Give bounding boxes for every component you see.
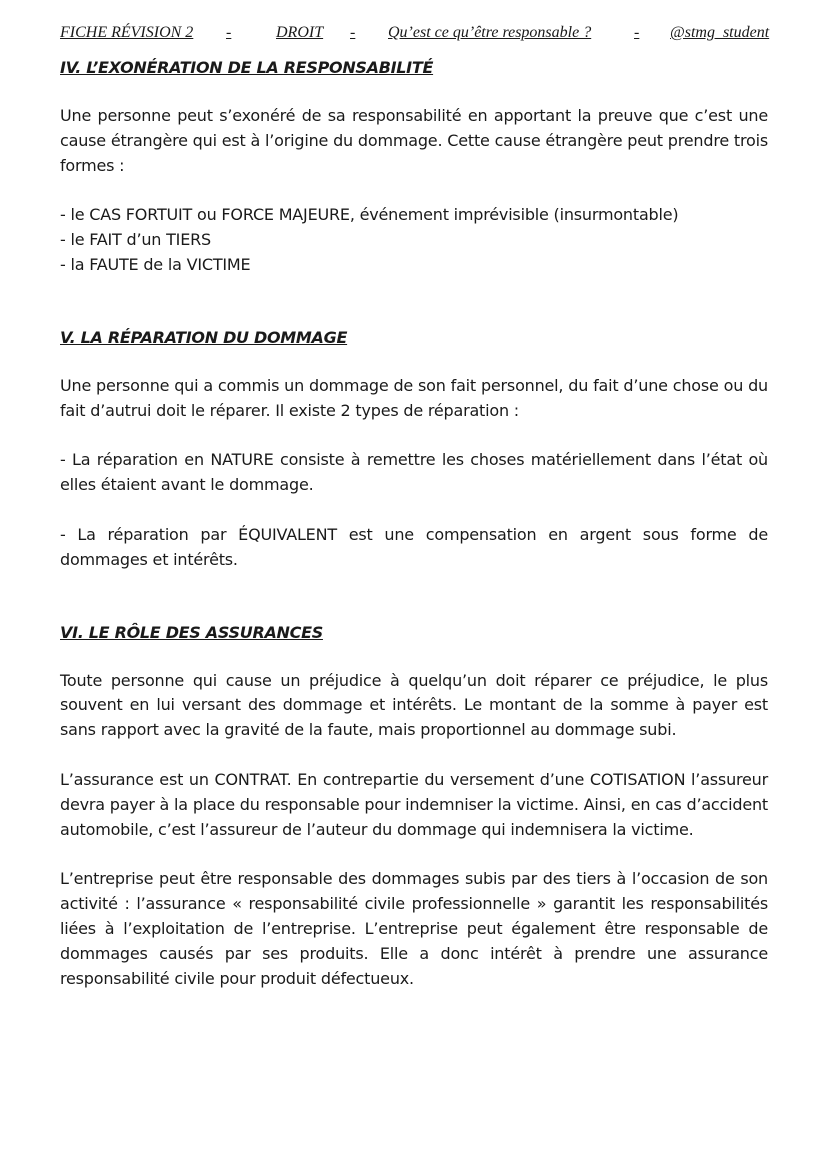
list-item: - le CAS FORTUIT ou FORCE MAJEURE, événement imprévisible (insurmontable) [60, 205, 679, 225]
header-fiche: FICHE RÉVISION 2 [60, 24, 194, 41]
header-question: Qu’est ce qu’être responsable ? [388, 24, 592, 41]
header-separator: - [226, 24, 232, 41]
header-separator: - [350, 24, 356, 41]
paragraph-assurances-1: Toute personne qui cause un préjudice à quelqu’un doit réparer ce préjudice, le plus souvent en lui versant des dommage et intérêts. Le montant de la somme à payer est sans rapport avec la gravité de la faute, mais proportionnel au dommage subi. [60, 670, 768, 740]
paragraph-reparation-equivalent: - La réparation par ÉQUIVALENT est une compensation en argent sous forme de dommages et intérêts. [60, 524, 768, 569]
list-item: - le FAIT d’un TIERS [60, 230, 211, 250]
header-handle: @stmg_student [670, 24, 770, 41]
list-item: - la FAUTE de la VICTIME [60, 254, 251, 274]
section-title-reparation: V. LA RÉPARATION DU DOMMAGE [60, 327, 348, 347]
header-separator: - [634, 24, 640, 41]
section-title-assurances: VI. LE RÔLE DES ASSURANCES [60, 622, 323, 642]
paragraph-assurances-3: L’entreprise peut être responsable des dommages subis par des tiers à l’occasion de son activité : l’assurance « responsabilité civile professionnelle » garantit les responsabilités liées à l’exploitation de l’entreprise. L’entreprise peut également être responsable de dommages causés par ses produits. Elle a donc intérêt à prendre une assurance responsabilité civile pour produit défectueux. [60, 869, 768, 988]
paragraph-assurances-2: L’assurance est un CONTRAT. En contrepartie du versement d’une COTISATION l’assureur devra payer à la place du responsable pour indemniser la victime. Ainsi, en cas d’accident automobile, c’est l’assureur de l’auteur du dommage qui indemnisera la victime. [60, 769, 768, 839]
section-title-exoneration: IV. L’EXONÉRATION DE LA RESPONSABILITÉ [60, 58, 434, 77]
page-header [60, 24, 774, 44]
paragraph-exoneration-intro: Une personne peut s’exonéré de sa responsabilité en apportant la preuve que c’est une cause étrangère qui est à l’origine du dommage. Cette cause étrangère peut prendre trois formes : [60, 106, 768, 175]
paragraph-reparation-nature: - La réparation en NATURE consiste à remettre les choses matériellement dans l’état où elles étaient avant le dommage. [60, 450, 768, 495]
document-body [60, 58, 768, 991]
list-exoneration-causes [60, 203, 768, 277]
header-subject: DROIT [276, 24, 324, 41]
paragraph-reparation-intro: Une personne qui a commis un dommage de son fait personnel, du fait d’une chose ou du fait d’autrui doit le réparer. Il existe 2 types de réparation : [60, 375, 768, 420]
